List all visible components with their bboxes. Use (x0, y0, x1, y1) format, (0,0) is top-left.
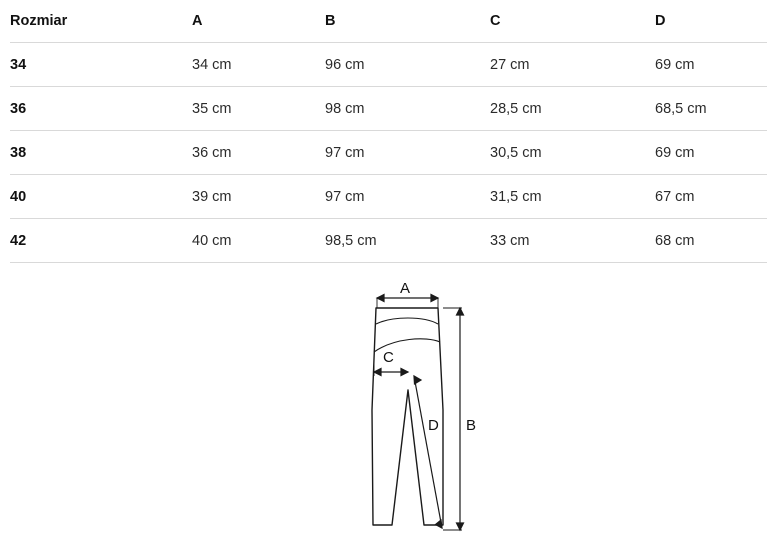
cell-b: 98,5 cm (325, 219, 490, 263)
table-body (10, 43, 767, 263)
leggings-measurement-diagram (330, 280, 510, 545)
cell-c: 28,5 cm (490, 87, 655, 131)
cell-a: 36 cm (192, 131, 325, 175)
cell-d: 68 cm (655, 219, 767, 263)
cell-size: 34 (10, 43, 192, 87)
cell-d: 68,5 cm (655, 87, 767, 131)
column-header-c: C (490, 0, 655, 43)
cell-a: 34 cm (192, 43, 325, 87)
cell-size: 40 (10, 175, 192, 219)
cell-c: 30,5 cm (490, 131, 655, 175)
label-b: B (466, 417, 477, 434)
size-chart-table (10, 0, 767, 263)
cell-size: 42 (10, 219, 192, 263)
cell-c: 33 cm (490, 219, 655, 263)
column-header-a: A (192, 0, 325, 43)
column-header-b: B (325, 0, 490, 43)
cell-b: 96 cm (325, 43, 490, 87)
cell-b: 97 cm (325, 175, 490, 219)
table-header-row (10, 0, 767, 43)
cell-b: 98 cm (325, 87, 490, 131)
label-d: D (428, 417, 439, 434)
cell-a: 40 cm (192, 219, 325, 263)
cell-c: 27 cm (490, 43, 655, 87)
cell-size: 38 (10, 131, 192, 175)
cell-a: 35 cm (192, 87, 325, 131)
cell-d: 69 cm (655, 43, 767, 87)
label-c: C (383, 349, 394, 366)
table-row (10, 43, 767, 87)
column-header-size: Rozmiar (10, 0, 192, 43)
table-row (10, 87, 767, 131)
cell-b: 97 cm (325, 131, 490, 175)
table-row (10, 219, 767, 263)
cell-c: 31,5 cm (490, 175, 655, 219)
column-header-d: D (655, 0, 767, 43)
cell-a: 39 cm (192, 175, 325, 219)
cell-d: 67 cm (655, 175, 767, 219)
diagram-area (0, 275, 777, 553)
table-row (10, 131, 767, 175)
measure-b (443, 308, 464, 530)
table-header (10, 0, 767, 43)
cell-size: 36 (10, 87, 192, 131)
cell-d: 69 cm (655, 131, 767, 175)
label-a: A (400, 280, 411, 297)
table-row (10, 175, 767, 219)
